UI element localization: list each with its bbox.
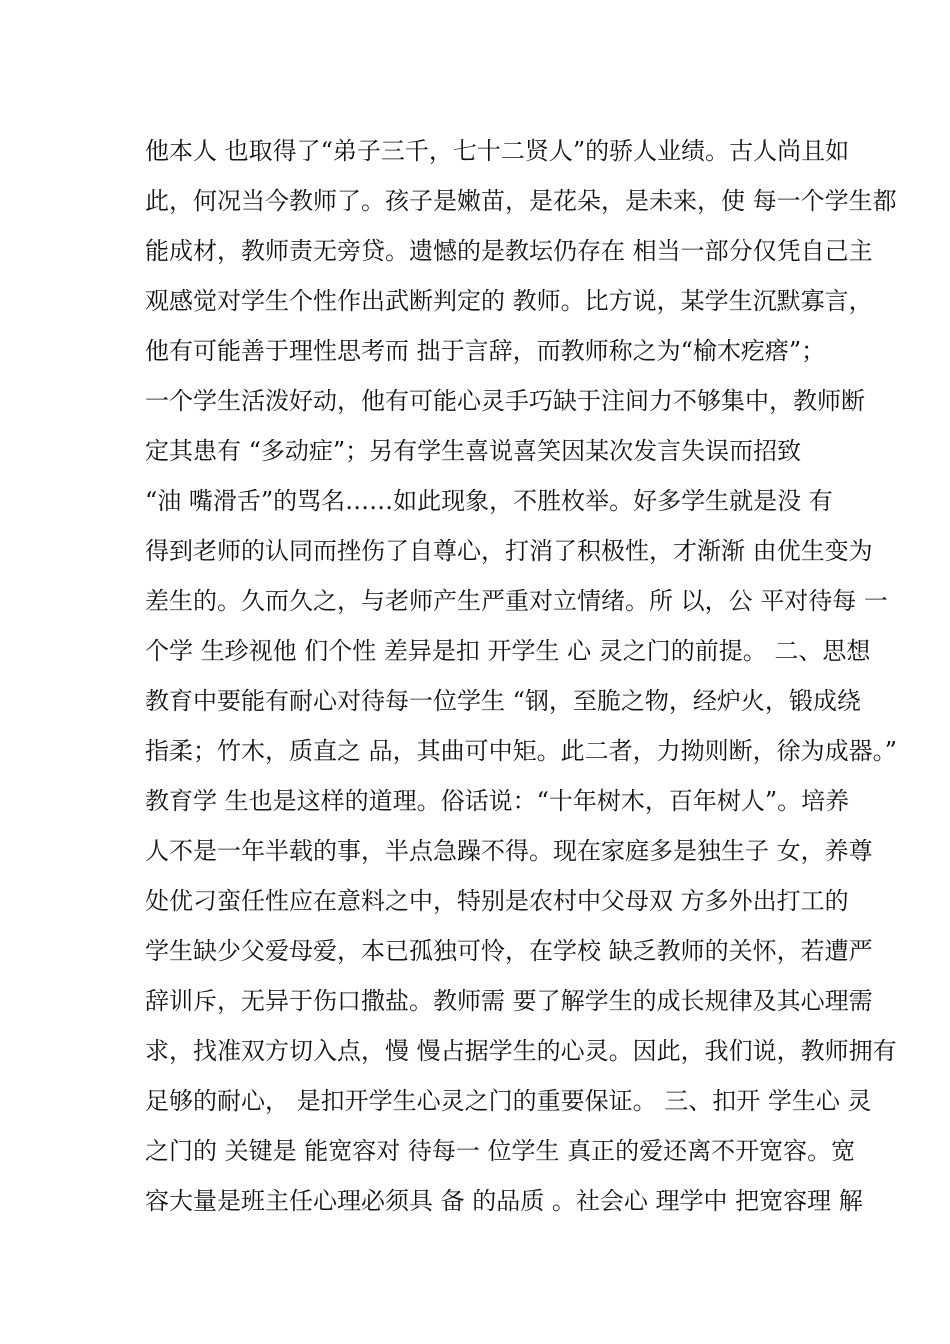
text-line: 他有可能善于理性思考而 拙于言辞，而教师称之为“榆木疙瘩”； (145, 337, 826, 365)
text-line: “油 嘴滑舌”的骂名……如此现象，不胜枚举。好多学生就是没 有 (145, 487, 833, 515)
text-line: 学生缺少父爱母爱，本已孤独可怜，在学校 缺乏教师的关怀，若遭严 (145, 937, 873, 965)
text-line: 教育学 生也是这样的道理。俗话说：“十年树木，百年树人”。培养 (145, 787, 850, 815)
text-line: 一个学生活泼好动，他有可能心灵手巧缺于注间力不够集中，教师断 (145, 387, 865, 415)
text-line: 处优刁蛮任性应在意料之中，特别是农村中父母双 方多外出打工的 (145, 887, 849, 915)
text-line: 指柔；竹木，质直之 品，其曲可中矩。此二者，力拗则断，徐为成器。” (145, 737, 897, 765)
text-line: 之门的 关键是 能宽容对 待每一 位学生 真正的爱还离不开宽容。宽 (145, 1137, 856, 1165)
text-line: 此，何况当今教师了。孩子是嫩苗，是花朵，是未来，使 每一个学生都 (145, 187, 897, 215)
text-line: 求，找准双方切入点，慢 慢占据学生的心灵。因此，我们说，教师拥有 (145, 1037, 897, 1065)
text-line: 辞训斥，无异于伤口撒盐。教师需 要了解学生的成长规律及其心理需 (145, 987, 873, 1015)
text-line: 得到老师的认同而挫伤了自尊心，打消了积极性，才渐渐 由优生变为 (145, 537, 873, 565)
text-line: 人不是一年半载的事，半点急躁不得。现在家庭多是独生子 女，养尊 (145, 837, 873, 865)
text-line: 个学 生珍视他 们个性 差异是扣 开学生 心 灵之门的前提。 二、思想 (145, 637, 871, 665)
text-line: 教育中要能有耐心对待每一位学生 “钢，至脆之物，经炉火，锻成绕 (145, 687, 861, 715)
text-line: 能成材，教师责无旁贷。遗憾的是教坛仍存在 相当一部分仅凭自己主 (145, 237, 873, 265)
body-text (145, 126, 897, 1226)
text-line: 他本人 也取得了“弟子三千，七十二贤人”的骄人业绩。古人尚且如 (145, 137, 850, 165)
text-line: 容大量是班主任心理必须具 备 的品质 。社会心 理学中 把宽容理 解 (145, 1187, 863, 1215)
text-line: 观感觉对学生个性作出武断判定的 教师。比方说，某学生沉默寡言， (145, 287, 873, 315)
text-line: 差生的。久而久之，与老师产生严重对立情绪。所 以，公 平对待每 一 (145, 587, 888, 615)
text-line: 足够的耐心， 是扣开学生心灵之门的重要保证。 三、扣开 学生心 灵 (145, 1087, 872, 1115)
text-line: 定其患有 “多动症”；另有学生喜说喜笑因某次发言失误而招致 (145, 437, 802, 465)
